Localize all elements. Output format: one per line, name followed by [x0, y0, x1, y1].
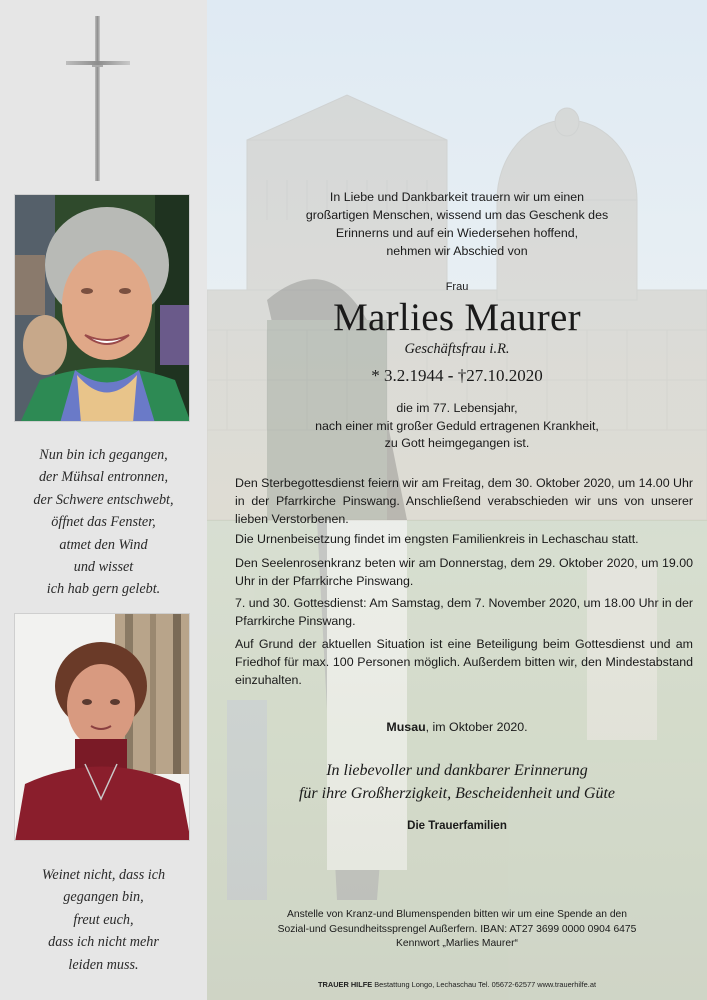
poem-line: freut euch,: [73, 911, 134, 928]
intro-line: großartigen Menschen, wissend um das Geschenk des: [305, 208, 609, 222]
occupation: Geschäftsfrau i.R.: [404, 341, 510, 357]
poem-line: öffnet das Fenster,: [51, 514, 156, 531]
paragraph-restrictions: Auf Grund der aktuellen Situation ist eine Beteiligung beim Gottesdienst und am Friedhof für max. 100 Personen möglich. Außerdem bitten wir, den Mindestabstand einzuhalten.: [235, 637, 693, 687]
life-dates: [207, 366, 707, 386]
memory-line: In liebevoller und dankbarer Erinnerung: [326, 762, 588, 779]
portrait-photo-1: [14, 194, 190, 422]
deceased-name: Marlies Maurer: [333, 296, 581, 339]
date-separator: -: [447, 366, 454, 385]
donation-line: Anstelle von Kranz-und Blumenspenden bitten wir um eine Spende an den: [286, 909, 628, 920]
paragraph-funeral-service: Den Sterbegottesdienst feiern wir am Freitag, dem 30. Oktober 2020, um 14.00 Uhr in der Pfarrkirche Pinswang. Anschließend verabschieden wir uns von unserer lieben Verstorbenen.: [235, 476, 693, 526]
paragraph-urn-burial: Die Urnenbeisetzung findet im engsten Familienkreis in Lechaschau statt.: [235, 532, 639, 546]
donation-line: Sozial-und Gesundheitssprengel Außerfern. IBAN: AT27 3699 0000 0904 6475: [277, 923, 637, 935]
mourning-families: Die Trauerfamilien: [407, 820, 507, 832]
memory-line: für ihre Großherzigkeit, Bescheidenheit und Güte: [298, 785, 616, 802]
donation-note: [207, 908, 707, 952]
age-line: zu Gott heimgegangen ist.: [384, 436, 530, 450]
footer-brand: TRAUER HILFE: [318, 980, 373, 989]
poem-line: dass ich nicht mehr: [48, 934, 159, 951]
paragraph-memorial-masses: 7. und 30. Gottesdienst: Am Samstag, dem 7. November 2020, um 18.00 Uhr in der Pfarrkirche Pinswang.: [235, 596, 694, 628]
death-date: 27.10.2020: [466, 366, 543, 385]
intro-line: In Liebe und Dankbarkeit trauern wir um einen: [329, 190, 585, 204]
place-date-text: , im Oktober 2020.: [425, 720, 528, 734]
place-date: [207, 720, 707, 734]
paragraph-rosary: Den Seelenrosenkranz beten wir am Donnerstag, dem 29. Oktober 2020, um 19.00 Uhr in der Pfarrkirche Pinswang.: [235, 556, 693, 588]
salutation: Frau: [445, 281, 469, 293]
poem-line: leiden muss.: [68, 956, 139, 973]
place-town: Musau: [386, 720, 426, 734]
poem-line: Weinet nicht, dass ich: [41, 867, 166, 883]
age-text: [207, 400, 707, 453]
birth-symbol: *: [371, 366, 380, 385]
footer: [207, 980, 707, 989]
poem-line: ich hab gern gelebt.: [46, 581, 161, 598]
footer-text: Bestattung Longo, Lechaschau Tel. 05672-62577 www.trauerhilfe.at: [372, 980, 596, 989]
intro-line: Erinnerns und auf ein Wiedersehen hoffend,: [335, 226, 579, 240]
memory-text: [207, 759, 707, 805]
portrait-photo-2: [14, 613, 190, 841]
donation-line: Kennwort „Marlies Maurer“: [396, 938, 518, 949]
poem-second: [0, 864, 207, 976]
poem-line: und wisset: [73, 559, 134, 576]
poem-line: gegangen bin,: [63, 889, 144, 906]
poem-first: [0, 444, 207, 601]
birth-date: 3.2.1944: [384, 366, 444, 385]
age-line: die im 77. Lebensjahr,: [396, 401, 518, 415]
obituary-content: [207, 0, 707, 1000]
age-line: nach einer mit großer Geduld ertragenen Krankheit,: [315, 418, 599, 433]
cross-icon: [62, 16, 134, 181]
death-symbol: †: [457, 366, 467, 385]
poem-line: der Mühsal entronnen,: [38, 469, 169, 486]
poem-line: der Schwere entschwebt,: [33, 491, 174, 508]
poem-line: Nun bin ich gegangen,: [39, 447, 168, 463]
intro-text: [207, 188, 707, 260]
poem-line: atmet den Wind: [59, 536, 148, 553]
intro-line: nehmen wir Abschied von: [386, 244, 528, 258]
